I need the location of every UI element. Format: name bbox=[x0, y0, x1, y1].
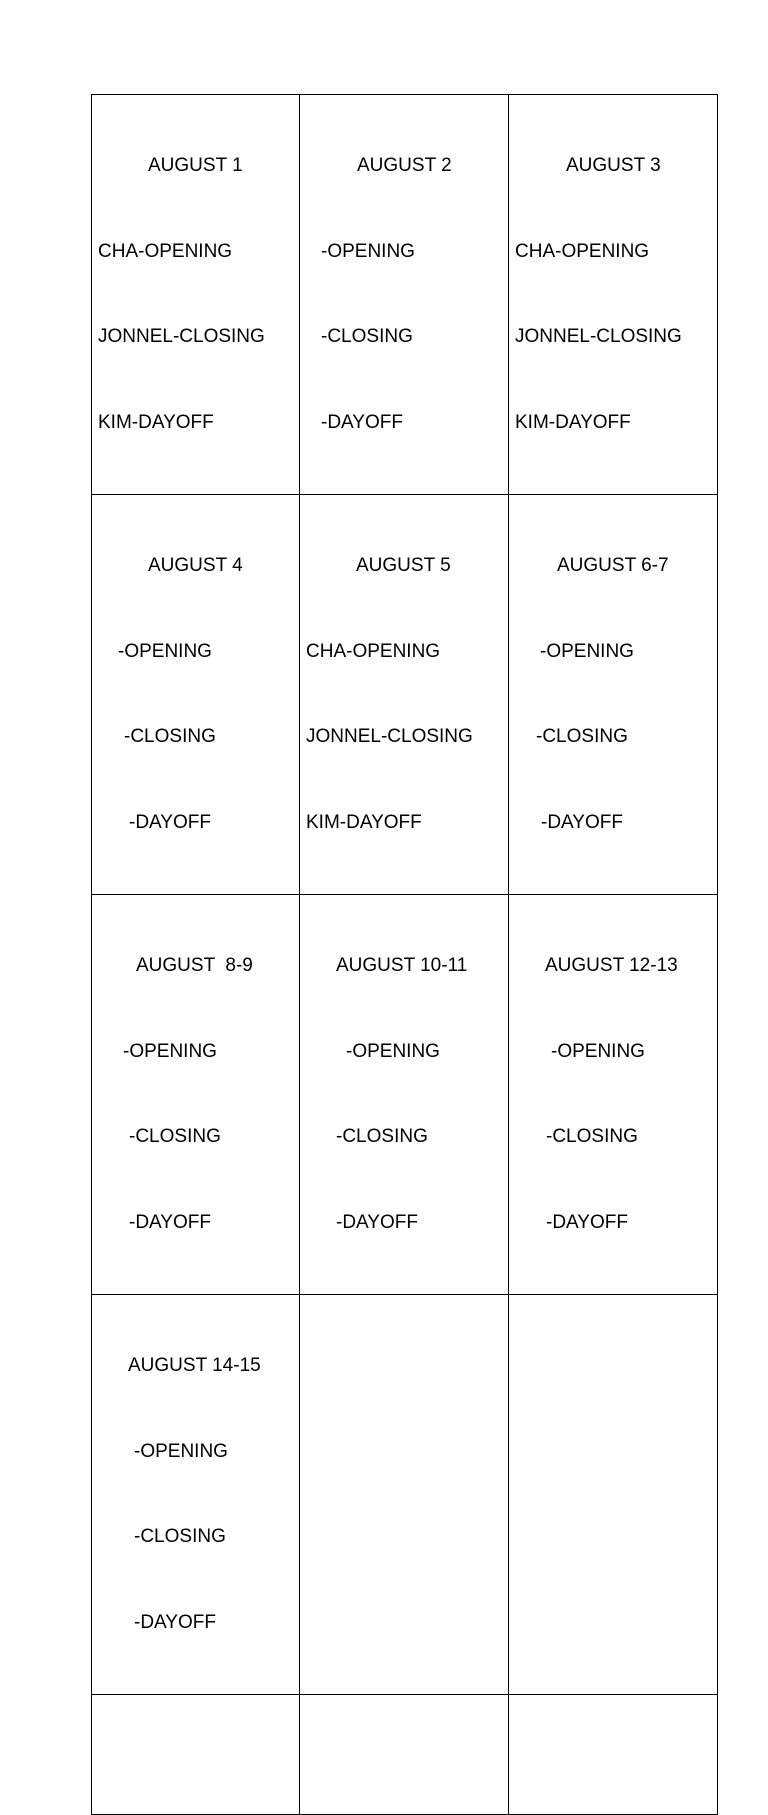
empty-cell bbox=[92, 1695, 300, 1815]
shift-line: CHA-OPENING bbox=[515, 240, 650, 262]
day-title: AUGUST 14-15 bbox=[128, 1355, 261, 1376]
shift-line: -CLOSING bbox=[134, 1526, 226, 1547]
table-row bbox=[92, 95, 718, 495]
day-cell bbox=[300, 95, 509, 495]
shift-line: -OPENING bbox=[134, 1440, 228, 1462]
table-row bbox=[92, 895, 718, 1295]
shift-line: -DAYOFF bbox=[134, 1611, 216, 1633]
day-title: AUGUST 12-13 bbox=[545, 955, 678, 976]
day-title: AUGUST 1 bbox=[148, 155, 243, 176]
day-title: AUGUST 5 bbox=[356, 555, 451, 576]
shift-line: JONNEL-CLOSING bbox=[306, 726, 473, 747]
day-cell bbox=[509, 895, 718, 1295]
shift-line: -OPENING bbox=[321, 240, 415, 262]
table-row bbox=[92, 1695, 718, 1815]
shift-line: -OPENING bbox=[540, 640, 634, 662]
shift-line: -OPENING bbox=[346, 1040, 440, 1062]
shift-line: JONNEL-CLOSING bbox=[515, 326, 682, 347]
day-cell bbox=[92, 895, 300, 1295]
shift-line: -DAYOFF bbox=[541, 811, 623, 833]
shift-line: -OPENING bbox=[551, 1040, 645, 1062]
day-title: AUGUST 10-11 bbox=[336, 955, 468, 976]
shift-line: -OPENING bbox=[118, 640, 212, 662]
day-title: AUGUST 6-7 bbox=[557, 555, 669, 576]
shift-line: -CLOSING bbox=[129, 1126, 221, 1147]
shift-line: -DAYOFF bbox=[321, 411, 403, 433]
shift-line: -DAYOFF bbox=[546, 1211, 628, 1233]
shift-line: KIM-DAYOFF bbox=[515, 411, 631, 433]
day-cell bbox=[92, 1295, 300, 1695]
shift-line: -CLOSING bbox=[336, 1126, 428, 1147]
shift-line: KIM-DAYOFF bbox=[306, 811, 422, 833]
day-cell bbox=[92, 495, 300, 895]
empty-cell bbox=[509, 1695, 718, 1815]
day-title: AUGUST 4 bbox=[148, 555, 243, 576]
table-row bbox=[92, 495, 718, 895]
shift-line: -CLOSING bbox=[546, 1126, 638, 1147]
empty-cell bbox=[300, 1695, 509, 1815]
shift-line: CHA-OPENING bbox=[98, 240, 233, 262]
day-cell bbox=[509, 95, 718, 495]
shift-line: CHA-OPENING bbox=[306, 640, 441, 662]
shift-line: -OPENING bbox=[123, 1040, 217, 1062]
day-cell bbox=[92, 95, 300, 495]
shift-line: -CLOSING bbox=[321, 326, 413, 347]
day-title: AUGUST 3 bbox=[566, 155, 661, 176]
table-row bbox=[92, 1295, 718, 1695]
schedule-table bbox=[91, 94, 718, 1815]
day-cell bbox=[509, 495, 718, 895]
day-title: AUGUST 2 bbox=[357, 155, 452, 176]
day-cell bbox=[300, 895, 509, 1295]
shift-line: -DAYOFF bbox=[336, 1211, 418, 1233]
empty-cell bbox=[509, 1295, 718, 1695]
day-cell bbox=[300, 495, 509, 895]
shift-line: -DAYOFF bbox=[129, 1211, 211, 1233]
shift-line: JONNEL-CLOSING bbox=[98, 326, 265, 347]
day-title: AUGUST 8-9 bbox=[136, 955, 253, 976]
shift-line: -DAYOFF bbox=[129, 811, 211, 833]
shift-line: KIM-DAYOFF bbox=[98, 411, 214, 433]
empty-cell bbox=[300, 1295, 509, 1695]
shift-line: -CLOSING bbox=[124, 726, 216, 747]
shift-line: -CLOSING bbox=[536, 726, 628, 747]
